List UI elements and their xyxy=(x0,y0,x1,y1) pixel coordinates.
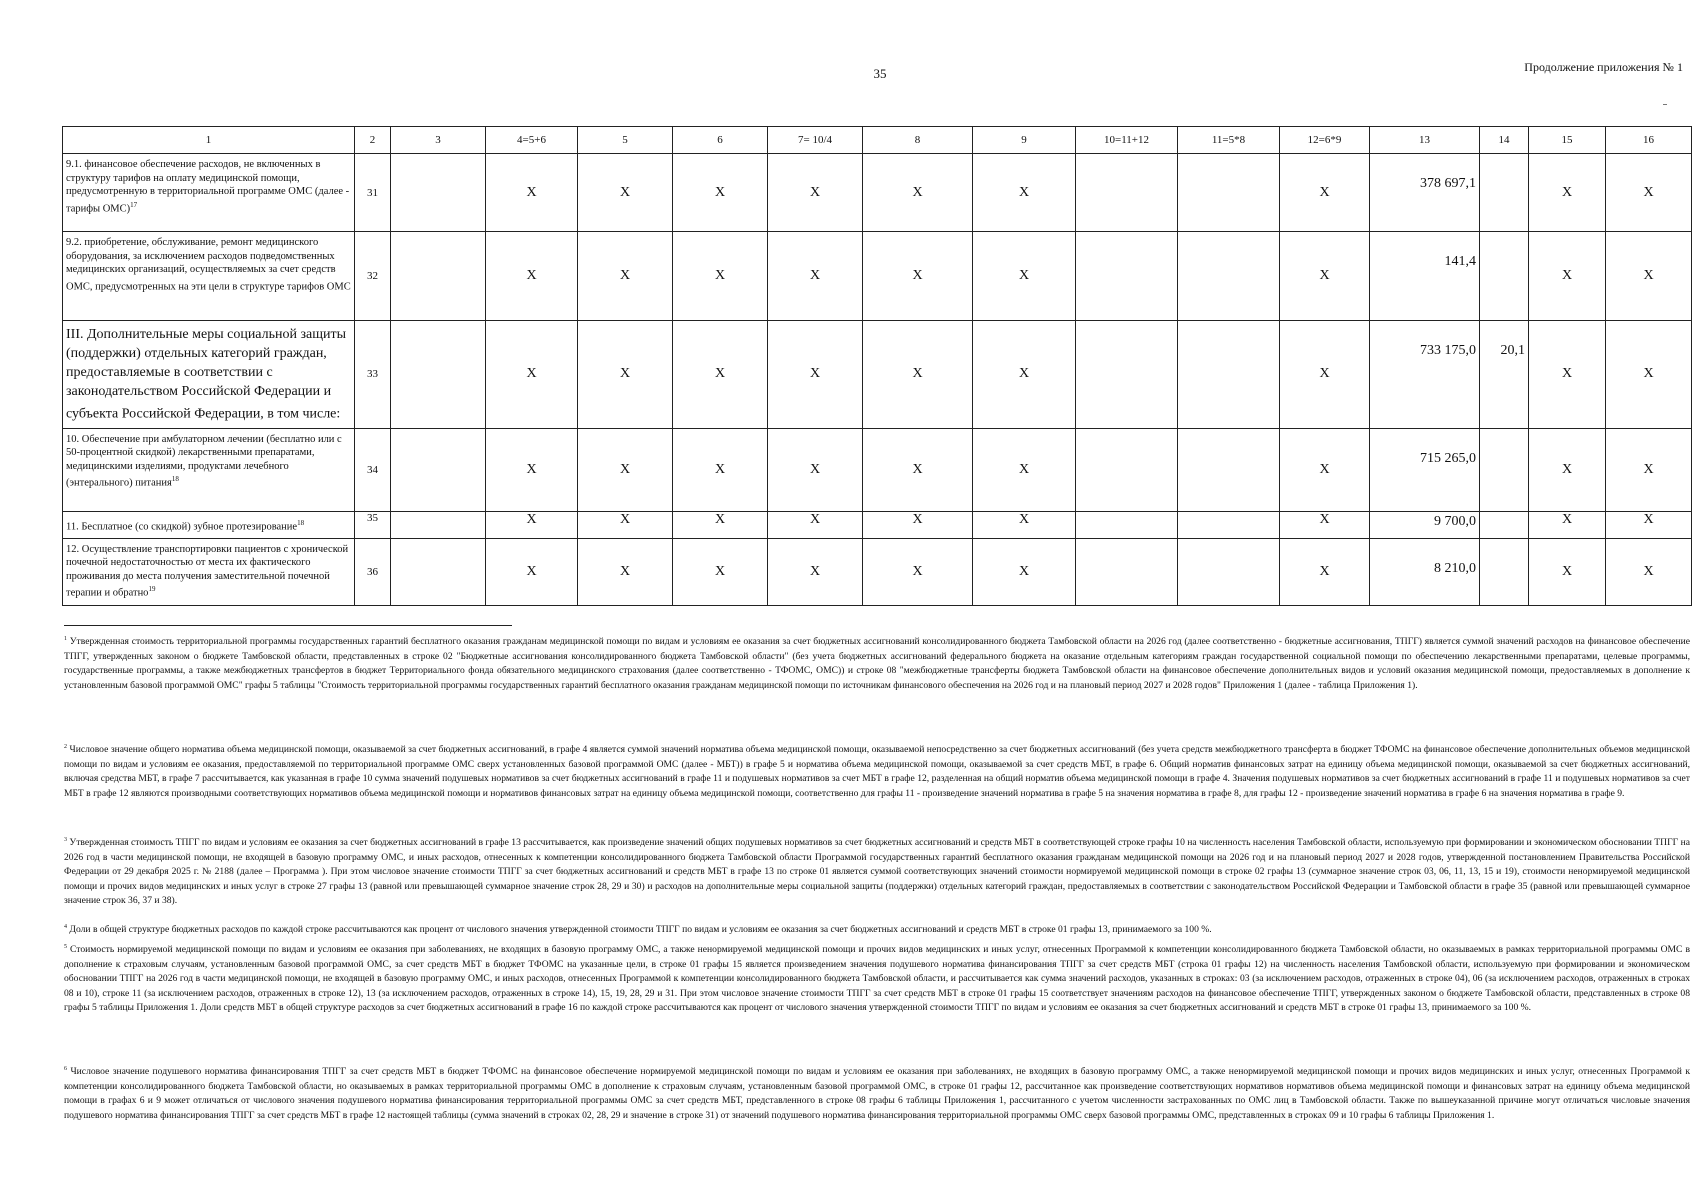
cell: X xyxy=(673,511,768,538)
cell: X xyxy=(578,538,673,605)
row-label: 12. Осуществление транспортировки пациентов с хронической почечной недостаточностью от места их фактического проживания до места получения заместительной почечной терапии и обратно$^{19}$ xyxy=(63,538,355,605)
cell: X xyxy=(768,321,863,429)
col-header: 3 xyxy=(391,127,486,154)
col-header: 14 xyxy=(1480,127,1529,154)
cell xyxy=(1076,232,1178,321)
cell xyxy=(1076,154,1178,232)
table-row xyxy=(63,428,1692,511)
col-header: 1 xyxy=(63,127,355,154)
cell: X xyxy=(768,538,863,605)
col-header: 13 xyxy=(1370,127,1480,154)
page-number: 35 xyxy=(873,66,887,81)
cell: X xyxy=(973,154,1076,232)
footnote-1: $^1$ Утвержденная стоимость территориальной программы государственных гарантий бесплатного оказания гражданам медицинской помощи по видам и условиям ее оказания за счет бюджетных ассигнований консолидированного бюджета Тамбовской области на 2026 год (далее соответственно - бюджетные ассигнования, ТПГГ) является суммой значений расходов на финансовое обеспечение ТПГГ, утвержденных законом о бюджете Тамбовской области, представленных в строке 02 "Бюджетные ассигнования консолидированного бюджета Тамбовской области" (без учета бюджетных ассигнований федерального бюджета на оказание отдельным категориям граждан государственной социальной помощи по обеспечению лекарственными препаратами, целевые программы, государственные программы, а также межбюджетных трансфертов в бюджет Территориального фонда обязательного медицинского страхования (далее соответственно - ТФОМС, ОМС)) и строке 08 "межбюджетные трансферты бюджета Тамбовской области на финансовое обеспечение дополнительных видов и условий оказания медицинской помощи, предоставляемых в дополнение к установленным базовой программой ОМС" графы 5 таблицы "Стоимость территориальной программы государственных гарантий бесплатного оказания гражданам медицинской помощи по источникам финансового обеспечения на 2026 год и на плановый период 2027 и 2028 годов" Приложения 1 (далее - таблица Приложения 1). xyxy=(64,636,1690,691)
cell: X xyxy=(973,428,1076,511)
cell: X xyxy=(578,511,673,538)
main-table xyxy=(62,126,1692,606)
share-value: 20,1 xyxy=(1480,321,1529,429)
row-number: 34 xyxy=(355,428,391,511)
cell: X xyxy=(973,321,1076,429)
cell: X xyxy=(673,428,768,511)
row-number: 36 xyxy=(355,538,391,605)
row-number: 32 xyxy=(355,232,391,321)
cell: X xyxy=(768,154,863,232)
row-number: 31 xyxy=(355,154,391,232)
cell xyxy=(391,511,486,538)
cell: X xyxy=(1529,154,1606,232)
cell xyxy=(1178,154,1280,232)
cell: X xyxy=(673,232,768,321)
cell: X xyxy=(578,321,673,429)
share-value xyxy=(1480,428,1529,511)
cell xyxy=(391,428,486,511)
col-header: 16 xyxy=(1606,127,1692,154)
cost-value: 715 265,0 xyxy=(1370,428,1480,511)
cell: X xyxy=(768,232,863,321)
cost-value: 141,4 xyxy=(1370,232,1480,321)
cell: X xyxy=(1280,428,1370,511)
cell: X xyxy=(1280,511,1370,538)
share-value xyxy=(1480,232,1529,321)
row-number: 35 xyxy=(355,511,391,538)
cell xyxy=(1178,232,1280,321)
cell: X xyxy=(1529,321,1606,429)
table-row xyxy=(63,321,1692,429)
cell: X xyxy=(863,511,973,538)
footnote-4: $^4$ Доли в общей структуре бюджетных расходов по каждой строке рассчитываются как процент от числового значения утвержденной стоимости ТПГГ по видам и условиям ее оказания за счет бюджетных ассигнований и средств МБТ в строке 01 графы 13, принимаемого за 100 %. xyxy=(64,924,1212,936)
cell: X xyxy=(863,538,973,605)
share-value xyxy=(1480,511,1529,538)
cell: X xyxy=(768,511,863,538)
cell: X xyxy=(1280,232,1370,321)
col-header: 5 xyxy=(578,127,673,154)
cell: X xyxy=(863,154,973,232)
cell: X xyxy=(1606,232,1692,321)
cell xyxy=(1178,511,1280,538)
cell: X xyxy=(1606,511,1692,538)
col-header: 4=5+6 xyxy=(486,127,578,154)
cell xyxy=(1076,428,1178,511)
col-header: 8 xyxy=(863,127,973,154)
row-label: 9.1. финансовое обеспечение расходов, не включенных в структуру тарифов на оплату медицинской помощи, предусмотренную в территориальной программе ОМС (далее - тарифы ОМС)$^{17}$ xyxy=(63,154,355,232)
cell xyxy=(1178,321,1280,429)
row-label: 11. Бесплатное (со скидкой) зубное протезирование$^{18}$ xyxy=(63,511,355,538)
cell xyxy=(1076,321,1178,429)
footnote-5: $^5$ Стоимость нормируемой медицинской помощи по видам и условиям ее оказания при заболеваниях, не входящих в базовую программу ОМС, а также ненормируемой медицинской помощи и прочих видов медицинских и иных услуг, отнесенных Программой к компетенции консолидированного бюджета Тамбовской области, но оказываемых в рамках территориальной программы ОМС в дополнение к страховым случаям, установленным базовой программой ОМС, за счет средств МБТ в бюджет ТФОМС на указанные цели, в строке 01 графы 15 является произведением значения подушевого норматива финансирования ТПГГ за счет средств МБТ (строка 01 графы 12) на численность населения Тамбовской области, используемую при формировании и экономическом обосновании ТПГГ на 2026 год в части медицинской помощи, не входящей в базовую программу ОМС, и иных расходов, отнесенных Программой к компетенции консолидированного бюджета Тамбовской области, и рассчитывается как сумма значений расходов, указанных в строках: 03 (за исключением расходов, отраженных в строке 04), 06 (за исключением расходов, отраженных в строках 08 и 10), строке 11 (за исключением расходов, отраженных в строке 12), 13 (за исключением расходов, отраженных в строке 14), 15, 19, 28, 29 и 31. При этом числовое значение стоимости ТПГГ за счет средств МБТ в строке 01 графы 15 соответствует значениям расходов на финансовое обеспечение ТПГГ, утвержденных законом о бюджете Тамбовской области, представленных в строке 08 графы 5 таблицы Приложения 1. Доли средств МБТ в общей структуре расходов за счет бюджетных ассигнований в графе 16 по каждой строке рассчитываются как процент от числового значения утвержденной стоимости ТПГГ по видам и условиям ее оказания за счет бюджетных ассигнований и средств МБТ в строке 01 графы 13, принимаемого за 100 %. xyxy=(64,944,1690,1014)
cell: X xyxy=(578,154,673,232)
cell: X xyxy=(973,232,1076,321)
cell: X xyxy=(486,232,578,321)
cell: X xyxy=(1280,321,1370,429)
cell xyxy=(391,538,486,605)
table-row xyxy=(63,232,1692,321)
row-label: 9.2. приобретение, обслуживание, ремонт медицинского оборудования, за исключением расходов подведомственных медицинских организаций, осуществляемых за счет средств ОМС, предусмотренных на эти цели в структуре тарифов ОМС xyxy=(63,232,355,321)
cell: X xyxy=(486,428,578,511)
table-body xyxy=(63,154,1692,606)
cost-value: 733 175,0 xyxy=(1370,321,1480,429)
cell: X xyxy=(673,321,768,429)
row-number: 33 xyxy=(355,321,391,429)
cell: X xyxy=(673,538,768,605)
footnote-separator xyxy=(64,625,512,626)
cell: X xyxy=(578,428,673,511)
cost-value: 378 697,1 xyxy=(1370,154,1480,232)
col-header: 2 xyxy=(355,127,391,154)
cell xyxy=(1076,511,1178,538)
continuation-label: Продолжение приложения № 1 xyxy=(1524,60,1683,74)
cell: X xyxy=(1529,232,1606,321)
cell: X xyxy=(1606,428,1692,511)
cell: X xyxy=(1606,154,1692,232)
cell xyxy=(1178,428,1280,511)
col-header: 10=11+12 xyxy=(1076,127,1178,154)
cell: X xyxy=(768,428,863,511)
cell: X xyxy=(673,154,768,232)
cell: X xyxy=(486,511,578,538)
cell: X xyxy=(486,321,578,429)
footnote-2: $^2$ Числовое значение общего норматива объема медицинской помощи, оказываемой за счет бюджетных ассигнований, в графе 4 является суммой значений норматива объема медицинской помощи, оказываемой непосредственно за счет бюджетных ассигнований (без учета средств межбюджетного трансферта в бюджет ТФОМС на финансовое обеспечение дополнительных объемов медицинской помощи по видам и условиям ее оказания, предоставляемой по территориальной программе ОМС сверх установленных базовой программой ОМС (далее - МБТ)) в графе 5 и норматива объема медицинской помощи, оказываемой за счет средств МБТ, в графе 6. Общий норматив финансовых затрат на единицу объема медицинской помощи, оказываемой за счет бюджетных ассигнований, включая средства МБТ, в графе 7 рассчитывается, как указанная в графе 10 сумма значений подушевых нормативов за счет бюджетных ассигнований в графе 11 и подушевых нормативов за счет МБТ в графе 12, разделенная на общий норматив объема медицинской помощи в графе 4. Значения подушевых нормативов за счет бюджетных ассигнований в графе 11 и подушевых нормативов за счет МБТ в графе 12 являются производными соответствующих нормативов объема медицинской помощи и нормативов финансовых затрат на единицу объема медицинской помощи, соответственно для графы 11 - произведение значений норматива в графе 5 на значения норматива в графе 8, для графы 12 - произведение значений норматива в графе 6 на значения норматива в графе 9. xyxy=(64,744,1690,799)
cell: X xyxy=(486,154,578,232)
cell: X xyxy=(1606,538,1692,605)
table-row xyxy=(63,538,1692,605)
cell xyxy=(1076,538,1178,605)
cell: X xyxy=(1606,321,1692,429)
cell: X xyxy=(973,511,1076,538)
cell xyxy=(391,154,486,232)
col-header: 7= 10/4 xyxy=(768,127,863,154)
cell: X xyxy=(863,232,973,321)
cell xyxy=(391,232,486,321)
cell: X xyxy=(973,538,1076,605)
cell: X xyxy=(1280,538,1370,605)
row-label: 10. Обеспечение при амбулаторном лечении (бесплатно или с 50-процентной скидкой) лекарственными препаратами, медицинскими изделиями, продуктами лечебного (энтерального) питания$^{18}$ xyxy=(63,428,355,511)
col-header: 12=6*9 xyxy=(1280,127,1370,154)
cell: X xyxy=(863,428,973,511)
footnote-3: $^3$ Утвержденная стоимость ТПГГ по видам и условиям ее оказания за счет бюджетных ассигнований в графе 13 рассчитывается, как произведение значений общих подушевых нормативов за счет бюджетных ассигнований и средств МБТ в соответствующей строке графы 10 на численность населения Тамбовской области, используемую при формировании и экономическом обосновании ТПГГ на 2026 год в части медицинской помощи, не входящей в базовую программу ОМС, и иных расходов, отнесенных к компетенции консолидированного бюджета Тамбовской области Программой государственных гарантий бесплатного оказания гражданам медицинской помощи на 2026 год и на плановый период 2027 и 2028 годов, утвержденной постановлением Правительства Российской Федерации от 29 декабря 2025 г. № 2188 (далее – Программа ). При этом числовое значение стоимости ТПГГ за счет бюджетных ассигнований и средств МБТ в графе 13 по строке 01 является суммой соответствующих значений стоимости нормируемой медицинской помощи в строке 02 графы 13 (суммарное значение строк 03, 06, 11, 13, 15 и 19), стоимости ненормируемой медицинской помощи и прочих видов медицинских и иных услуг в строке 27 графы 13 (равной или превышающей суммарное значение строк 28, 29 и 30) и расходов на дополнительные меры социальной защиты (поддержки) отдельных категорий граждан, предоставляемых в соответствии с законодательством Российской Федерации и Тамбовской области в графе 35 (равной или превышающей суммарное значение строк 36, 37 и 38). xyxy=(64,837,1690,907)
table-header xyxy=(63,127,1692,154)
cell xyxy=(391,321,486,429)
col-header: 11=5*8 xyxy=(1178,127,1280,154)
share-value xyxy=(1480,538,1529,605)
cell: X xyxy=(863,321,973,429)
cell: X xyxy=(578,232,673,321)
cell: X xyxy=(1529,428,1606,511)
cell xyxy=(1178,538,1280,605)
cell: X xyxy=(1529,511,1606,538)
cell: X xyxy=(486,538,578,605)
col-header: 6 xyxy=(673,127,768,154)
corner-mark xyxy=(1663,104,1667,105)
col-header: 9 xyxy=(973,127,1076,154)
footnote-6: $^6$ Числовое значение подушевого норматива финансирования ТПГГ за счет средств МБТ в бюджет ТФОМС на финансовое обеспечение нормируемой медицинской помощи по видам и условиям ее оказания при заболеваниях, не входящих в базовую программу ОМС, а также ненормируемой медицинской помощи и прочих видов медицинских и иных услуг, отнесенных Программой к компетенции консолидированного бюджета Тамбовской области, но оказываемых в рамках территориальной программы ОМС в дополнение к страховым случаям, установленным базовой программой ОМС, в строке 01 графы 12, рассчитанное как произведение соответствующих нормативов нормативов объема медицинской помощи и финансовых затрат на единицу объема медицинской помощи в графах 6 и 9 может отличаться от числового значения подушевого норматива финансирования территориальной программы ОМС за счет средств МБТ, представленного в строке 08 графы 6 таблицы Приложения 1, рассчитанного с учетом численности застрахованных по ОМС лиц в Тамбовской области. Также по вышеуказанной причине могут отличаться числовые значения подушевого норматива финансирования ТПГГ за счет средств МБТ в графе 12 настоящей таблицы (сумма значений в строках 02, 28, 29 и значение в строке 31) от значений подушевого норматива финансирования территориальной программы ОМС сверх базовой программы ОМС, представленных в строках 09 и 10 графы 6 таблицы Приложения 1. xyxy=(64,1066,1690,1121)
cost-value: 9 700,0 xyxy=(1370,511,1480,538)
table-row xyxy=(63,511,1692,538)
row-label: III. Дополнительные меры социальной защиты (поддержки) отдельных категорий граждан, предоставляемые в соответствии с законодательством Российской Федерации и субъекта Российской Федерации, в том числе: xyxy=(63,321,355,429)
cell: X xyxy=(1280,154,1370,232)
table-row xyxy=(63,154,1692,232)
cost-value: 8 210,0 xyxy=(1370,538,1480,605)
col-header: 15 xyxy=(1529,127,1606,154)
cell: X xyxy=(1529,538,1606,605)
share-value xyxy=(1480,154,1529,232)
